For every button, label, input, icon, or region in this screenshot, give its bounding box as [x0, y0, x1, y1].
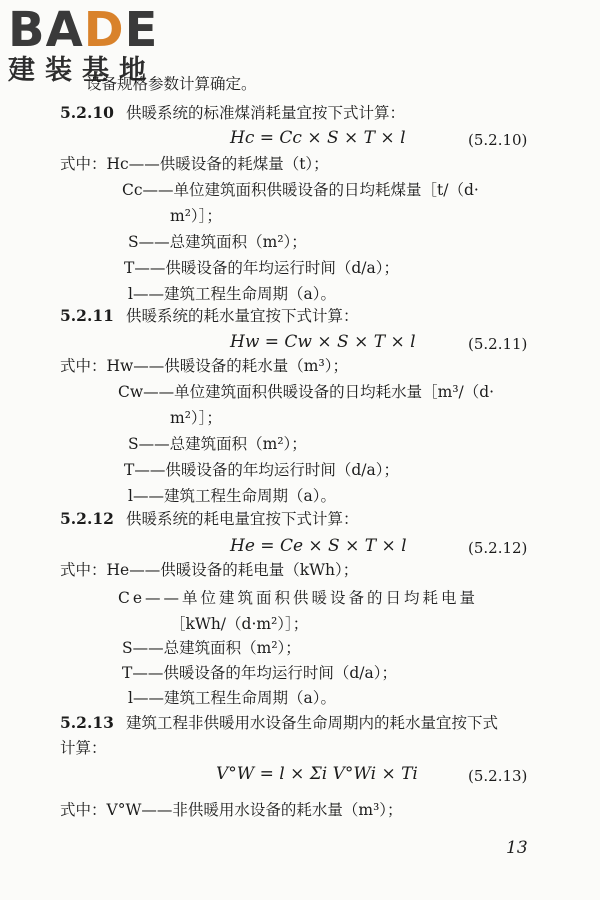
section-heading: [60, 103, 405, 123]
equation: [216, 763, 418, 785]
page-number: 13: [506, 838, 528, 858]
bade-logo: [8, 2, 178, 86]
definition-line: Ce——单位建筑面积供暖设备的日均耗电量: [118, 589, 479, 607]
definition-line: S——总建筑面积（m²）；: [128, 435, 307, 453]
definition-line: Cw——单位建筑面积供暖设备的日均耗水量［m³/（d·: [118, 383, 495, 401]
equation-text: V°W = l × Σi V°Wi × Ti: [216, 764, 418, 784]
definition-line: T——供暖设备的年均运行时间（d/a）；: [124, 259, 399, 277]
definition-line: m²）］；: [170, 207, 222, 225]
definition-line: m²）］；: [170, 409, 222, 427]
section-heading: [60, 306, 358, 326]
section-heading-text: 供暖系统的耗电量宜按下式计算：: [125, 510, 359, 528]
section-heading-text: 供暖系统的标准煤消耗量宜按下式计算：: [125, 104, 405, 122]
definition-line: 式中：Hc——供暖设备的耗煤量（t）；: [60, 155, 329, 173]
equation-number: (5.2.11): [468, 335, 528, 353]
equation: [230, 127, 406, 149]
definition-line: S——总建筑面积（m²）；: [128, 233, 307, 251]
equation-text: He = Ce × S × T × l: [230, 536, 407, 556]
section-heading-cont: 计算：: [60, 739, 107, 757]
section-heading: [60, 713, 498, 733]
definition-line: 式中：V°W——非供暖用水设备的耗水量（m³）；: [60, 801, 403, 819]
section-heading-text: 供暖系统的耗水量宜按下式计算：: [125, 307, 359, 325]
definition-line: 式中：Hw——供暖设备的耗水量（m³）；: [60, 357, 348, 375]
definition-line: l——建筑工程生命周期（a）。: [128, 689, 336, 707]
equation-number: (5.2.12): [468, 539, 528, 557]
equation: [230, 331, 416, 353]
definition-line: S——总建筑面积（m²）；: [122, 639, 301, 657]
section-number: 5.2.10: [60, 103, 114, 122]
section-number: 5.2.11: [60, 306, 114, 325]
definition-line: T——供暖设备的年均运行时间（d/a）；: [124, 461, 399, 479]
definition-line: ［kWh/（d·m²）］；: [170, 615, 309, 633]
intro-line: 设备规格参数计算确定。: [86, 75, 257, 93]
section-heading-text: 建筑工程非供暖用水设备生命周期内的耗水量宜按下式: [125, 714, 498, 732]
definition-line: l——建筑工程生命周期（a）。: [128, 285, 336, 303]
definition-line: T——供暖设备的年均运行时间（d/a）；: [122, 664, 397, 682]
logo-subtitle: 建装基地: [8, 55, 156, 86]
section-heading: [60, 509, 358, 529]
definition-line: Cc——单位建筑面积供暖设备的日均耗煤量［t/（d·: [122, 181, 479, 199]
equation-text: Hw = Cw × S × T × l: [230, 332, 416, 352]
equation-text: Hc = Cc × S × T × l: [230, 128, 406, 148]
definition-line: 式中：He——供暖设备的耗电量（kWh）；: [60, 561, 359, 579]
logo-wordmark: BADE: [8, 2, 159, 58]
definition-line: l——建筑工程生命周期（a）。: [128, 487, 336, 505]
equation-number: (5.2.13): [468, 767, 528, 785]
section-number: 5.2.13: [60, 713, 114, 732]
equation: [230, 535, 407, 557]
section-number: 5.2.12: [60, 509, 114, 528]
equation-number: (5.2.10): [468, 131, 528, 149]
